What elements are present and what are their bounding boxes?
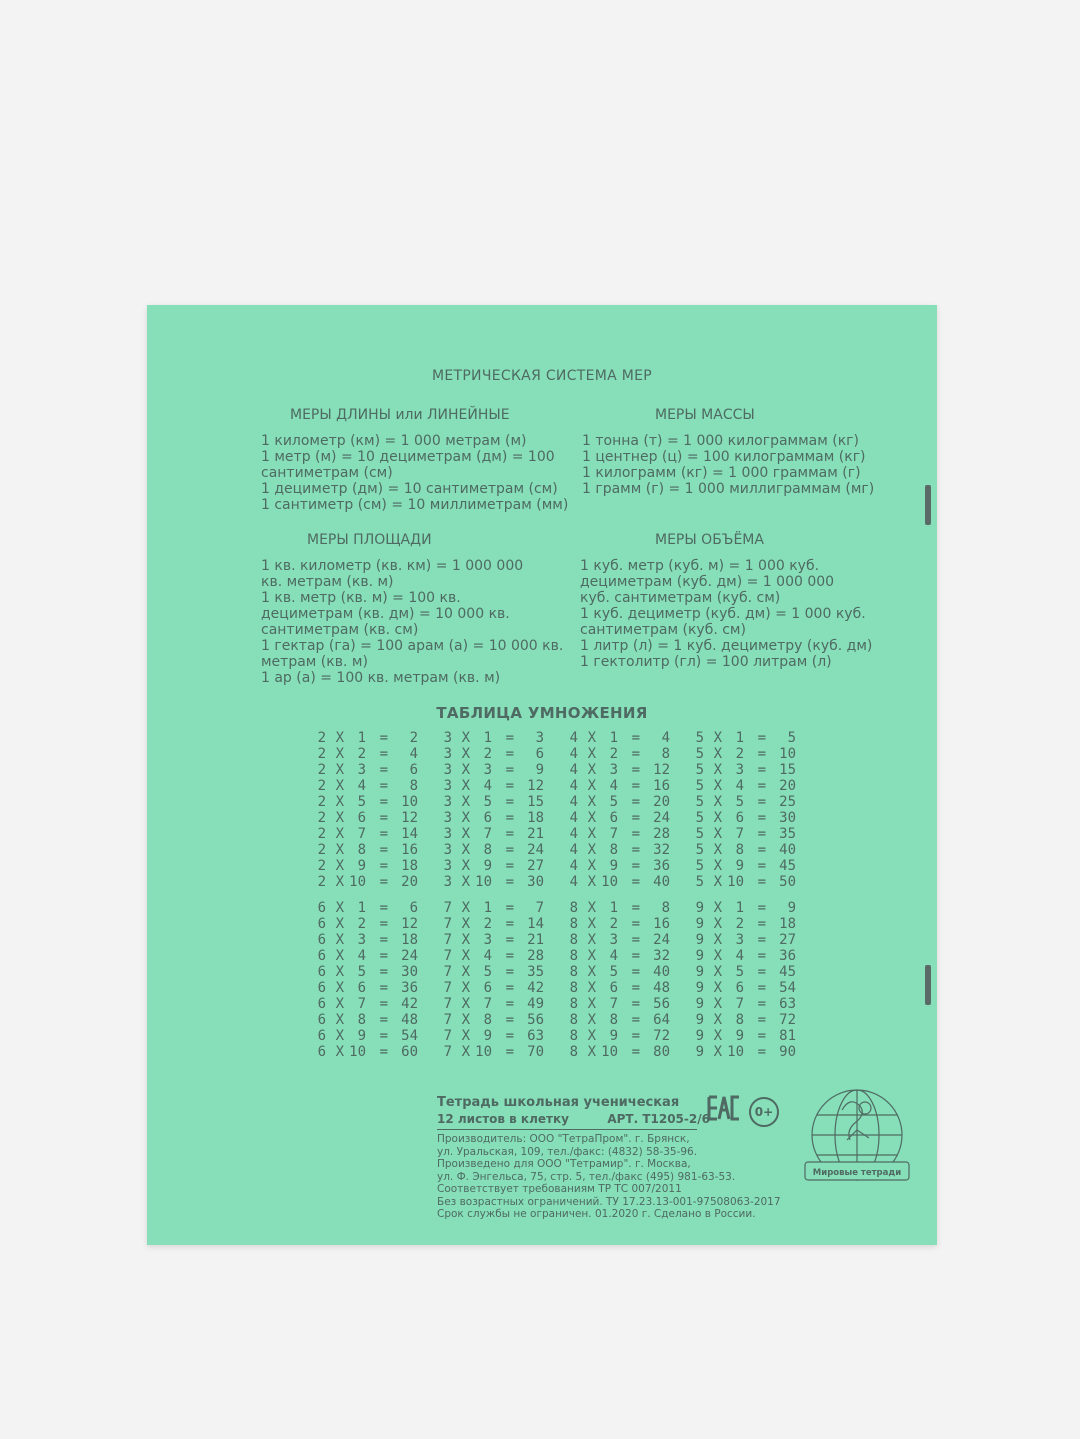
mult-row: 4 X 2 = 8 (569, 746, 670, 762)
mult-row: 9 X 6 = 54 (695, 980, 796, 996)
mult-column-5 (690, 730, 820, 890)
mult-row: 6 X 2 = 12 (317, 916, 418, 932)
area-line: 1 гектар (га) = 100 арам (а) = 10 000 кв. (261, 638, 564, 654)
volume-line: куб. сантиметрам (куб. см) (580, 590, 781, 606)
mult-row: 4 X 8 = 32 (569, 842, 670, 858)
multiplication-table (312, 730, 802, 1070)
notebook-back-cover (147, 305, 937, 1245)
manufacturer-details (437, 1133, 781, 1221)
mult-row: 7 X 2 = 14 (443, 916, 544, 932)
length-line: 1 километр (км) = 1 000 метрам (м) (261, 433, 527, 449)
area-line: кв. метрам (кв. м) (261, 574, 394, 590)
detail-line: ул. Ф. Энгельса, 75, стр. 5, тел./факс (495) 981-63-53. (437, 1170, 736, 1183)
mass-line: 1 тонна (т) = 1 000 килограммам (кг) (582, 433, 859, 449)
mult-row: 8 X 8 = 64 (569, 1012, 670, 1028)
mult-row: 6 X 9 = 54 (317, 1028, 418, 1044)
mult-row: 2 X 4 = 8 (317, 778, 418, 794)
mult-row: 5 X 6 = 30 (695, 810, 796, 826)
mult-row: 6 X 8 = 48 (317, 1012, 418, 1028)
multiplication-title: ТАБЛИЦА УМНОЖЕНИЯ (436, 704, 648, 722)
age-rating-mark: 0+ (749, 1097, 779, 1127)
mult-row: 5 X 7 = 35 (695, 826, 796, 842)
area-block (261, 558, 563, 686)
detail-line: Соответствует требованиям ТР ТС 007/2011 (437, 1183, 682, 1195)
mult-row: 9 X 10 = 90 (695, 1044, 796, 1060)
mult-row: 7 X 1 = 7 (443, 900, 544, 916)
mult-row: 3 X 4 = 12 (443, 778, 544, 794)
volume-line: 1 куб. метр (куб. м) = 1 000 куб. (580, 558, 820, 574)
mult-row: 6 X 5 = 30 (317, 964, 418, 980)
mult-row: 4 X 1 = 4 (569, 730, 670, 746)
mult-row: 7 X 4 = 28 (443, 948, 544, 964)
mult-row: 5 X 5 = 25 (695, 794, 796, 810)
mult-row: 7 X 10 = 70 (443, 1044, 544, 1060)
mult-row: 9 X 8 = 72 (695, 1012, 796, 1028)
volume-line: дециметрам (куб. дм) = 1 000 000 (580, 574, 835, 590)
detail-line: Срок службы не ограничен. 01.2020 г. Сделано в России. (437, 1208, 756, 1220)
mult-row: 6 X 3 = 18 (317, 932, 418, 948)
mult-row: 3 X 2 = 6 (443, 746, 544, 762)
product-name: Тетрадь школьная ученическая (437, 1095, 680, 1110)
logo-caption: Мировые тетради (812, 1168, 902, 1178)
mult-row: 5 X 1 = 5 (695, 730, 796, 746)
mult-row: 2 X 8 = 16 (317, 842, 418, 858)
mult-column-4 (564, 730, 694, 890)
detail-line: Производитель: ООО "ТетраПром". г. Брянск, (437, 1133, 690, 1145)
mult-row: 3 X 1 = 3 (443, 730, 544, 746)
mult-row: 6 X 6 = 36 (317, 980, 418, 996)
area-line: сантиметрам (кв. см) (261, 622, 419, 638)
mult-row: 8 X 3 = 24 (569, 932, 670, 948)
mult-column-8 (564, 900, 694, 1060)
mult-row: 7 X 7 = 49 (443, 996, 544, 1012)
mult-row: 8 X 6 = 48 (569, 980, 670, 996)
area-title: МЕРЫ ПЛОЩАДИ (307, 532, 432, 548)
mult-row: 3 X 9 = 27 (443, 858, 544, 874)
mult-row: 3 X 8 = 24 (443, 842, 544, 858)
length-line: 1 сантиметр (см) = 10 миллиметрам (мм) (261, 497, 569, 513)
mult-row: 4 X 6 = 24 (569, 810, 670, 826)
mult-row: 9 X 7 = 63 (695, 996, 796, 1012)
mult-row: 8 X 9 = 72 (569, 1028, 670, 1044)
staple-bottom (925, 965, 931, 1005)
mult-row: 3 X 7 = 21 (443, 826, 544, 842)
mult-row: 5 X 9 = 45 (695, 858, 796, 874)
mult-row: 4 X 3 = 12 (569, 762, 670, 778)
mult-row: 5 X 4 = 20 (695, 778, 796, 794)
mult-column-9 (690, 900, 820, 1060)
mult-row: 5 X 3 = 15 (695, 762, 796, 778)
mass-line: 1 центнер (ц) = 100 килограммам (кг) (582, 449, 866, 465)
volume-line: сантиметрам (куб. см) (580, 622, 746, 638)
article-number: АРТ. Т1205-2/6 (607, 1112, 710, 1126)
mult-row: 4 X 4 = 16 (569, 778, 670, 794)
mult-row: 7 X 9 = 63 (443, 1028, 544, 1044)
area-line: метрам (кв. м) (261, 654, 368, 670)
world-notebooks-logo (787, 1080, 927, 1190)
mass-title: МЕРЫ МАССЫ (655, 407, 755, 423)
mult-row: 2 X 5 = 10 (317, 794, 418, 810)
mult-row: 8 X 5 = 40 (569, 964, 670, 980)
mult-column-3 (438, 730, 568, 890)
mult-row: 3 X 6 = 18 (443, 810, 544, 826)
mult-row: 4 X 7 = 28 (569, 826, 670, 842)
mult-row: 6 X 1 = 6 (317, 900, 418, 916)
length-title: МЕРЫ ДЛИНЫ или ЛИНЕЙНЫЕ (290, 407, 510, 423)
mass-line: 1 килограмм (кг) = 1 000 граммам (г) (582, 465, 861, 481)
staple-top (925, 485, 931, 525)
mult-row: 5 X 10 = 50 (695, 874, 796, 890)
mult-row: 9 X 5 = 45 (695, 964, 796, 980)
volume-block (580, 558, 872, 670)
area-line: 1 кв. километр (кв. км) = 1 000 000 (261, 558, 524, 574)
mult-row: 2 X 6 = 12 (317, 810, 418, 826)
mult-row: 5 X 8 = 40 (695, 842, 796, 858)
mult-row: 5 X 2 = 10 (695, 746, 796, 762)
mult-row: 7 X 5 = 35 (443, 964, 544, 980)
mult-row: 2 X 7 = 14 (317, 826, 418, 842)
area-line: 1 кв. метр (кв. м) = 100 кв. (261, 590, 461, 606)
mult-row: 2 X 1 = 2 (317, 730, 418, 746)
length-line: 1 метр (м) = 10 дециметрам (дм) = 100 (261, 449, 555, 465)
mult-row: 8 X 7 = 56 (569, 996, 670, 1012)
mult-row: 6 X 10 = 60 (317, 1044, 418, 1060)
mult-column-7 (438, 900, 568, 1060)
mult-row: 9 X 2 = 18 (695, 916, 796, 932)
eac-mark-icon (707, 1095, 741, 1121)
mult-row: 4 X 5 = 20 (569, 794, 670, 810)
divider (437, 1129, 697, 1130)
mult-row: 6 X 4 = 24 (317, 948, 418, 964)
area-line: дециметрам (кв. дм) = 10 000 кв. (261, 606, 510, 622)
mult-row: 4 X 9 = 36 (569, 858, 670, 874)
mult-row: 9 X 4 = 36 (695, 948, 796, 964)
mult-row: 7 X 8 = 56 (443, 1012, 544, 1028)
length-block (261, 433, 568, 513)
volume-line: 1 гектолитр (гл) = 100 литрам (л) (580, 654, 832, 670)
mult-row: 2 X 10 = 20 (317, 874, 418, 890)
mult-row: 6 X 7 = 42 (317, 996, 418, 1012)
mult-row: 8 X 4 = 32 (569, 948, 670, 964)
mult-row: 4 X 10 = 40 (569, 874, 670, 890)
volume-line: 1 куб. дециметр (куб. дм) = 1 000 куб. (580, 606, 866, 622)
mult-row: 7 X 3 = 21 (443, 932, 544, 948)
mult-row: 3 X 10 = 30 (443, 874, 544, 890)
mult-row: 2 X 3 = 6 (317, 762, 418, 778)
mult-column-6 (312, 900, 442, 1060)
mult-row: 3 X 3 = 9 (443, 762, 544, 778)
mult-row: 8 X 10 = 80 (569, 1044, 670, 1060)
area-line: 1 ар (а) = 100 кв. метрам (кв. м) (261, 670, 501, 686)
mult-column-2 (312, 730, 442, 890)
mult-row: 9 X 1 = 9 (695, 900, 796, 916)
length-line: 1 дециметр (дм) = 10 сантиметрам (см) (261, 481, 558, 497)
mult-row: 2 X 9 = 18 (317, 858, 418, 874)
volume-line: 1 литр (л) = 1 куб. дециметру (куб. дм) (580, 638, 873, 654)
mult-row: 9 X 3 = 27 (695, 932, 796, 948)
length-line: сантиметрам (см) (261, 465, 393, 481)
mult-row: 3 X 5 = 15 (443, 794, 544, 810)
detail-line: ул. Уральская, 109, тел./факс: (4832) 58-35-96. (437, 1145, 698, 1158)
mult-row: 8 X 1 = 8 (569, 900, 670, 916)
mult-row: 7 X 6 = 42 (443, 980, 544, 996)
mult-row: 8 X 2 = 16 (569, 916, 670, 932)
mult-row: 9 X 9 = 81 (695, 1028, 796, 1044)
mult-row: 2 X 2 = 4 (317, 746, 418, 762)
mass-line: 1 грамм (г) = 1 000 миллиграммам (мг) (582, 481, 875, 497)
volume-title: МЕРЫ ОБЪЁМА (655, 532, 764, 548)
mass-block (582, 433, 874, 497)
metric-system-title: МЕТРИЧЕСКАЯ СИСТЕМА МЕР (431, 368, 653, 384)
sheets-count: 12 листов в клетку (437, 1112, 569, 1126)
detail-line: Без возрастных ограничений. ТУ 17.23.13-001-97508063-2017 (437, 1195, 781, 1208)
detail-line: Произведено для ООО "Тетрамир". г. Москва, (437, 1158, 691, 1170)
